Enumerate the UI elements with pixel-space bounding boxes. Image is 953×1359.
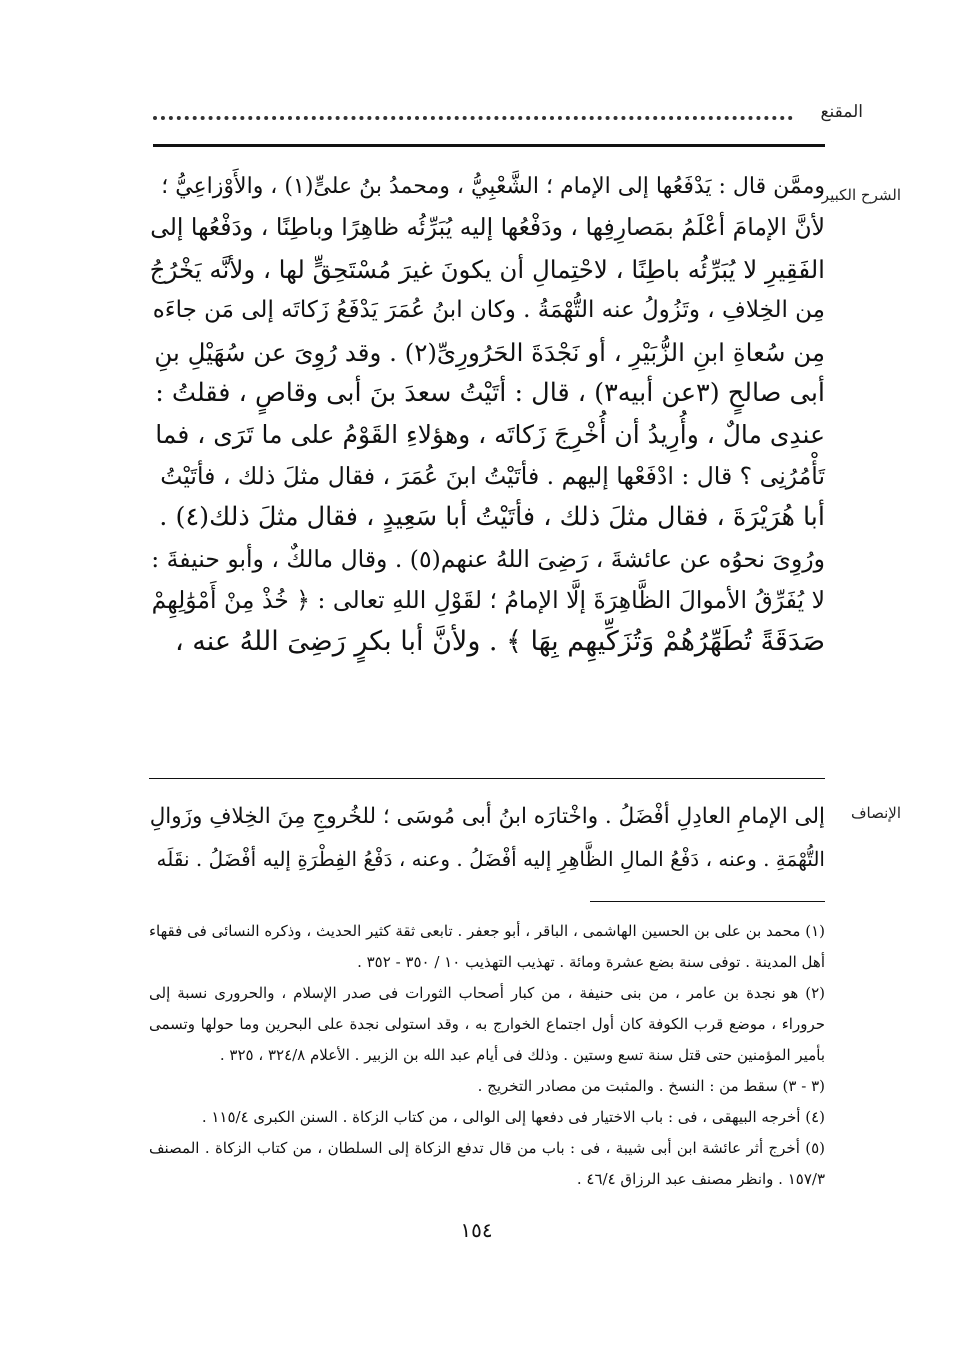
page-number: ١٥٤ (460, 1218, 493, 1242)
main-text-line: مِن سُعاةِ ابنِ الزُّبَيْرِ ، أو نَجْدَةَ الحَرُورِىِّ(٢) . وقد رُوِىَ عن سُهَيْلِ بنِ (154, 337, 825, 367)
footnotes (149, 916, 825, 1195)
main-text-line: وممَّن قال : يَدْفَعُها إلى الإمام ؛ الشَّعْبِيُّ ، ومحمدُ بنُ علىٍّ(١) ، والأَوْزاعِيُّ ؛ (161, 174, 825, 199)
footnote: (٣ - ٣) سقط من : النسخ . والمثبت من مصادر التخريج . (477, 1077, 825, 1095)
main-text-line: أبى صالحٍ (٣عن أبيه٣) ، قال : أتَيْتُ سعدَ بنَ أبى وقاصٍ ، فقلتُ : (155, 378, 825, 409)
footnote-rule (590, 901, 825, 902)
main-text-line: عندِى مالٌ ، وأُرِيدُ أن أُخْرِجَ زَكاتَه ، وهؤلاءِ القَوْمُ على ما تَرَى ، فما (155, 420, 825, 450)
insaf-text-line: التُّهْمَةِ . وعنه ، دَفْعُ المالِ الظَّاهِرِ إليه أفْضَلُ . وعنه ، دَفْعُ الفِطْرَةِ إليه أفْضَلُ . نقَلَه (156, 847, 825, 871)
footnote: (١) محمد بن على بن الحسين الهاشمى ، الباقر ، أبو جعفر . تابعى ثقة كثير الحديث ، وذكره النسائى فى فقهاء أهل المدينة . توفى سنة بضع عشرة ومائة . تهذيب التهذيب ١٠ / ٣٥٠ - ٣٥٢ . (149, 922, 825, 971)
footnote: (٥) أخرج أثر عائشة ابن أبى شيبة ، فى : باب من قال تدفع الزكاة إلى السلطان ، من كتاب الزكاة . المصنف ١٥٧/٣ . وانظر مصنف عبد الرزاق ٤٦/٤ . (149, 1139, 825, 1188)
book-title: المقنع (820, 102, 863, 122)
header-rule (153, 144, 825, 147)
insaf-text-line: إلى الإمامِ العادِلِ أفْضَلُ . واخْتارَه ابنُ أبى مُوسَى ؛ للخُروجِ مِنَ الخِلافِ وزَوالِ (149, 804, 825, 829)
header-dotted-rule (153, 104, 793, 120)
main-text-line: تَأْمُرُنِى ؟ قال : ادْفَعْها إليهم . فأتَيْتُ ابنَ عُمَرَ ، فقال مثلَ ذلك ، فأتَيْتُ (160, 461, 825, 490)
footnote: (٤) أخرجه البيهقى ، فى : باب الاختيار فى دفعها إلى الوالى ، من كتاب الزكاة . السنن الكبرى ١١٥/٤ . (201, 1108, 825, 1126)
side-label-insaf: الإنصاف (850, 804, 901, 822)
insaf-text (149, 796, 825, 880)
main-text-line: صَدَقَةً تُطَهِّرُهُمْ وَتُزَكِّيهِم بِهَا ﴾ . ولأنَّ أبا بكرٍ رَضِىَ اللهُ عنه ، (174, 626, 825, 658)
main-text-line: لا يُفَرِّقُ الأموالَ الظَّاهِرَةَ إلَّا الإمامُ ؛ لقَوْلِ اللهِ تعالى : ﴿ خُذْ مِنْ أَمْوَٰلِهِمْ (151, 586, 825, 615)
main-text-line: أبا هُرَيْرَةَ ، فقال مثلَ ذلك ، فأتَيْتُ أبا سَعِيدٍ ، فقال مثلَ ذلك(٤) . (159, 502, 825, 533)
section-divider (149, 778, 825, 779)
main-text-line: ورُوِىَ نحوُه عن عائشةَ ، رَضِىَ اللهُ عنهم(٥) . وقال مالكٌ ، وأبو حنيفةَ : (151, 544, 825, 573)
footnote: (٢) هو نجدة بن عامر ، من بنى حنيفة ، من كبار أصحاب الثورات فى صدر الإسلام ، والحرورى نسبة إلى حروراء ، موضع قرب الكوفة كان أول اجتماع الخوارج به ، وقد استولى نجدة على البحرين وما حولها وتسمى بأمير المؤمنين حتى قتل سنة تسع وستين . وذلك فى أيام عبد الله بن الزبير . الأعلام ٣٢٤/٨ ، ٣٢٥ . (149, 984, 825, 1064)
main-text (149, 166, 825, 663)
main-text-line: مِن الخِلافِ ، وتَزُولُ عنه التُّهْمَةُ . وكان ابنُ عُمَرَ يَدْفَعُ زَكاتَه إلى مَن جاءَه (152, 297, 825, 324)
main-text-line: لأنَّ الإمامَ أعْلَمُ بمَصارِفِها ، ودَفْعُها إليه يُبَرِّئُه ظاهِرًا وباطِنًا ، ودَفْعُها إلى (150, 213, 825, 242)
side-label-main: الشرح الكبير (821, 186, 901, 204)
main-text-line: الفَقِيرِ لا يُبَرِّئُه باطِنًا ، لاحْتِمالِ أن يكونَ غيرَ مُسْتَحِقٍّ لها ، ولأنَّه يَخْرُجُ (149, 254, 825, 284)
